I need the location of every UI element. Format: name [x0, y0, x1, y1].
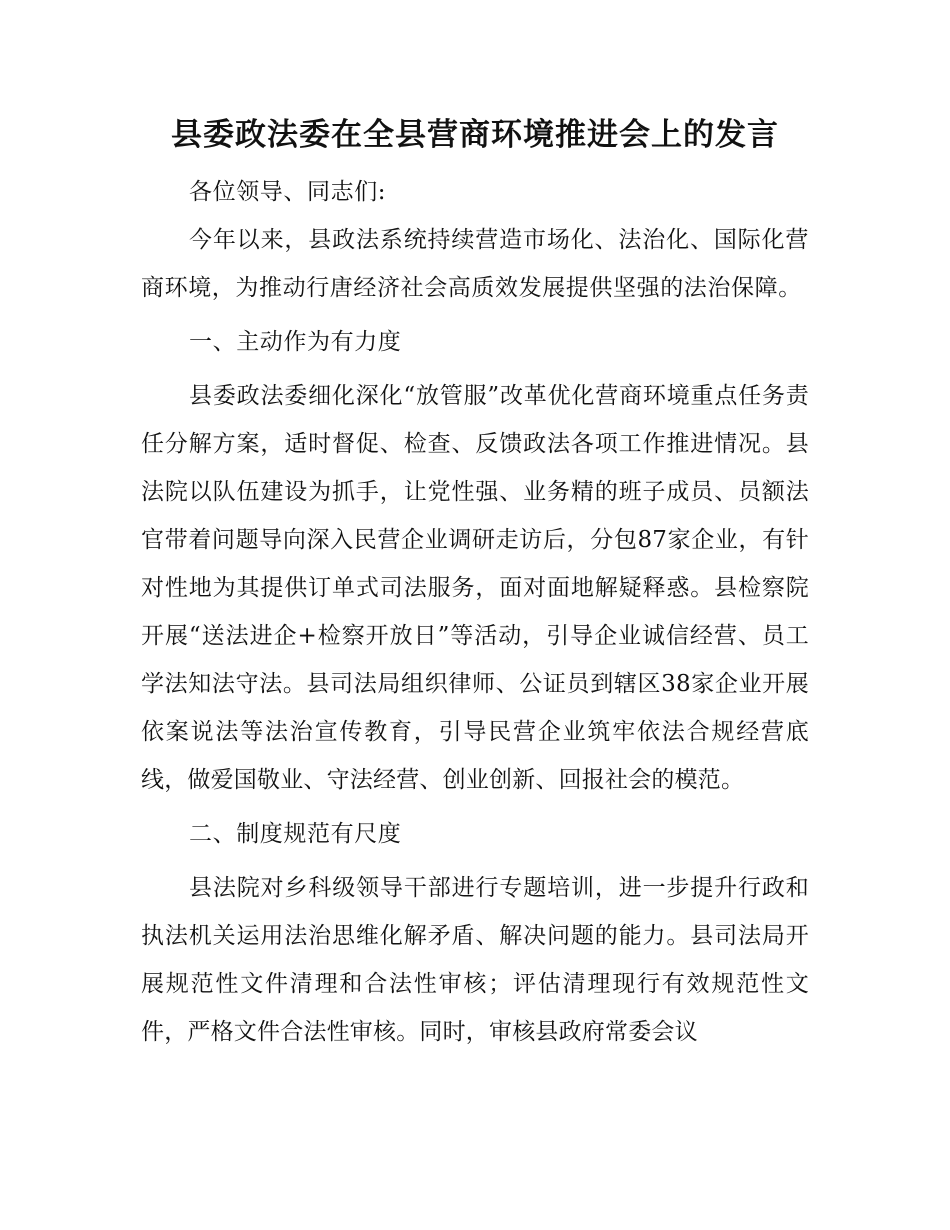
salutation: 各位领导、同志们:: [189, 179, 387, 205]
section-body-2: 县法院对乡科级领导干部进行专题培训，进一步提升行政和执法机关运用法治思维化解矛盾、解决问题的能力。县司法局开展规范性文件清理和合法性审核；评估清理现行有效规范性文件，严格文件合法性审核。同时，审核县政府常委会议: [141, 875, 809, 1045]
document-title: 县委政法委在全县营商环境推进会上的发言: [171, 117, 779, 153]
intro-paragraph: 今年以来，县政法系统持续营造市场化、法治化、国际化营商环境，为推动行唐经济社会高质效发展提供坚强的法治保障。: [141, 227, 809, 301]
section-heading-2: 二、制度规范有尺度: [189, 821, 402, 847]
section-heading-1: 一、主动作为有力度: [189, 329, 402, 355]
document-body: [141, 164, 809, 1062]
section-body-1: 县委政法委细化深化“放管服”改革优化营商环境重点任务责任分解方案，适时督促、检查、反馈政法各项工作推进情况。县法院以队伍建设为抓手，让党性强、业务精的班子成员、员额法官带着问题导向深入民营企业调研走访后，分包87家企业，有针对性地为其提供订单式司法服务，面对面地解疑释惑。县检察院开展“送法进企+检察开放日”等活动，引导企业诚信经营、员工学法知法守法。县司法局组织律师、公证员到辖区38家企业开展依案说法等法治宣传教育，引导民营企业筑牢依法合规经营底线，做爱国敬业、守法经营、创业创新、回报社会的模范。: [141, 383, 809, 793]
